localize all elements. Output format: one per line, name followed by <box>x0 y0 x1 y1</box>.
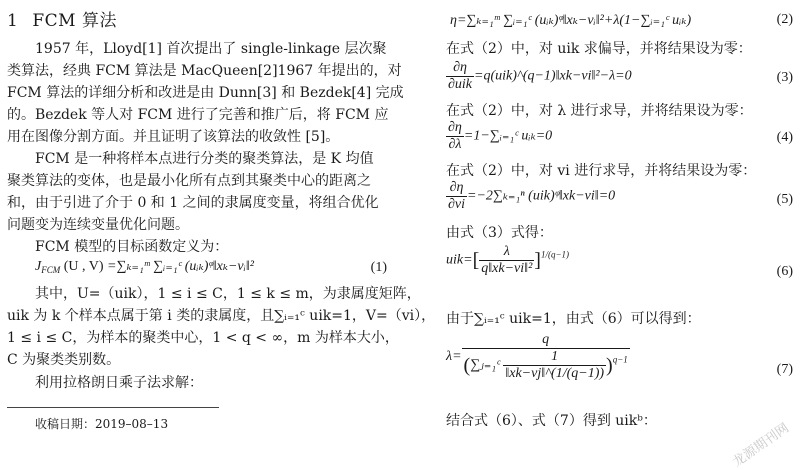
text-from-eq3: 由式（3）式得： <box>446 225 553 241</box>
text-line: 和，由于引进了介于 0 和 1 之间的隶属度变量，将组合优化 <box>7 195 379 211</box>
text-line: 类算法，经典 FCM 算法是 MacQueen[2]1967 年提出的，对 <box>7 63 402 79</box>
text-derivative-lambda: 在式（2）中，对 λ 进行求导，并将结果设为零： <box>446 103 753 119</box>
fraction-denominator: ∂λ <box>448 137 462 152</box>
fraction-numerator: ∂η <box>448 120 462 135</box>
sum-symbol: ∑ⱼ₌₁ᶜ <box>470 357 500 373</box>
equation-exponent: 1/(q−1) <box>540 249 570 260</box>
paragraph-notation <box>7 283 436 371</box>
fraction-denominator: ∂vi <box>448 197 466 212</box>
equation-number-2: (2) <box>776 12 793 27</box>
footnote-rule <box>7 407 219 408</box>
text-derivative-v: 在式（2）中，对 vi 进行求导，并将结果设为零： <box>446 163 757 179</box>
text-line: FCM 算法的详细分析和改进是由 Dunn[3] 和 Bezdek[4] 完成 <box>7 85 404 101</box>
text-line: uik 为 k 个样本点属于第 i 类的隶属度，且∑ᵢ₌₁ᶜ uik=1，V=（vi）， <box>7 308 436 324</box>
text-derivative-u: 在式（2）中，对 uik 求偏导，并将结果设为零： <box>446 41 752 57</box>
text-line: 用在图像分割方面。并且证明了该算法的收敛性 [5]。 <box>7 129 340 145</box>
equation-fraction <box>446 180 467 213</box>
text-line: C 为聚类类别数。 <box>7 352 121 368</box>
equation-rhs: =∑ₖ₌₁ᵐ ∑ᵢ₌₁ᶜ (uᵢₖ)ᵠ‖xₖ−vᵢ‖² <box>107 259 254 274</box>
left-bracket: [ <box>472 249 480 272</box>
equation-number-5: (5) <box>776 192 793 207</box>
inner-denominator: ‖xk−vj‖^(1/(q−1)) <box>505 366 605 381</box>
equation-rhs: =1−∑ᵢ₌₁ᶜ uᵢₖ=0 <box>463 128 553 144</box>
equation-4 <box>446 120 552 153</box>
text-line: 1957 年，Lloyd[1] 首次提出了 single-linkage 层次聚 <box>35 41 387 57</box>
text-line: 问题变为连续变量优化问题。 <box>7 217 189 233</box>
text-since-sum: 由于∑ᵢ₌₁ᶜ uik=1，由式（6）可以得到： <box>446 311 701 327</box>
text-line: 利用拉格朗日乘子法求解： <box>35 375 203 391</box>
equation-fraction <box>446 60 474 93</box>
equation-number-1: (1) <box>370 260 387 275</box>
text-line: 的。Bezdek 等人对 FCM 进行了完善和推广后，将 FCM 应 <box>7 107 389 123</box>
equation-rhs: =−2∑ₖ₌₁ⁿ (uik)ᵠ‖xk−vi‖=0 <box>467 188 616 204</box>
fraction-denominator: ∂uik <box>448 77 473 92</box>
right-paren: ) <box>606 354 613 377</box>
equation-2: η=∑ₖ₌₁ᵐ ∑ᵢ₌₁ᶜ (uᵢₖ)ᵠ‖xₖ−vᵢ‖²+λ(1−∑ᵢ₌₁ᶜ uᵢₖ) <box>450 13 692 28</box>
equation-lhs: J <box>35 259 42 274</box>
equation-lhs: λ= <box>446 349 462 365</box>
fraction-denominator <box>462 349 630 382</box>
text-line: FCM 模型的目标函数定义为： <box>35 239 229 255</box>
text-line: FCM 是一种将样本点进行分类的聚类算法，是 K 均值 <box>35 151 374 167</box>
fraction-numerator: q <box>462 332 630 349</box>
equation-rhs: =q(uik)^(q−1)‖xk−vi‖²−λ=0 <box>474 68 632 84</box>
watermark-text: 龙源期刊网 <box>730 420 792 470</box>
equation-exponent: q−1 <box>612 354 628 365</box>
left-paren: ( <box>463 354 471 377</box>
equation-1 <box>35 258 254 275</box>
fraction-numerator: λ <box>479 244 534 261</box>
section-number: 1 <box>7 11 19 31</box>
equation-fraction <box>446 120 464 153</box>
section-title: FCM 算法 <box>32 11 117 31</box>
equation-lhs: uik= <box>446 252 473 268</box>
paragraph-history <box>7 38 404 148</box>
right-bracket: ] <box>534 249 541 272</box>
equation-lhs-subscript: FCM <box>41 265 61 275</box>
equation-fraction <box>479 244 534 277</box>
equation-3 <box>446 60 632 93</box>
equation-6 <box>446 244 569 277</box>
paragraph-lagrange <box>7 372 387 394</box>
fraction-numerator: ∂η <box>446 180 467 197</box>
left-column <box>7 0 436 437</box>
equation-5 <box>446 180 615 213</box>
equation-number-4: (4) <box>776 130 793 145</box>
text-line: 1 ≤ i ≤ C，为样本的聚类中心，1 < q < ∞，m 为样本大小， <box>7 330 399 346</box>
equation-number-3: (3) <box>776 70 793 85</box>
paragraph-objective-intro <box>7 236 387 258</box>
equation-7 <box>446 332 630 382</box>
inner-fraction <box>503 349 606 382</box>
footnote-received-date: 收稿日期：2019–08–13 <box>35 417 169 431</box>
section-heading <box>7 6 117 31</box>
text-combine: 结合式（6）、式（7）得到 uikᵇ： <box>446 413 657 429</box>
right-column <box>418 0 793 437</box>
text-line: 聚类算法的变体，也是最小化所有点到其聚类中心的距离之 <box>7 173 371 189</box>
equation-number-6: (6) <box>776 264 793 279</box>
fraction-denominator: q‖xk−vi‖² <box>481 261 533 276</box>
paragraph-definition <box>7 148 387 236</box>
equation-number-7: (7) <box>776 362 793 377</box>
inner-numerator: 1 <box>503 349 606 366</box>
equation-args: (U , V) <box>63 259 104 274</box>
fraction-numerator: ∂η <box>446 60 474 77</box>
text-line: 其中，U=（uik），1 ≤ i ≤ C，1 ≤ k ≤ m，为隶属度矩阵， <box>35 286 421 302</box>
equation-fraction <box>462 332 630 382</box>
